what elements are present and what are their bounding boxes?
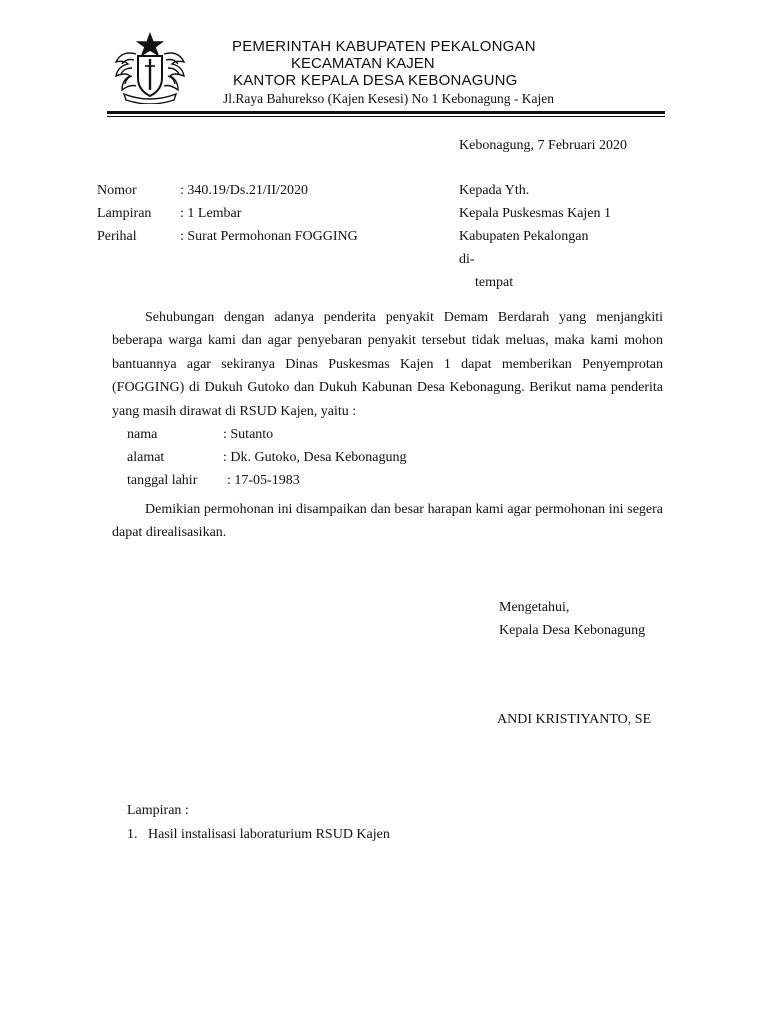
patient-alamat-label: alamat <box>127 450 165 465</box>
body-paragraph-1 <box>112 306 663 423</box>
attachment-item-1: 1. Hasil instalisasi laboraturium RSUD Kajen <box>127 827 390 842</box>
nomor-value: : 340.19/Ds.21/II/2020 <box>180 183 308 198</box>
letterhead-divider-thin <box>107 116 665 117</box>
patient-nama-label: nama <box>127 427 158 442</box>
letterhead-line-3: KANTOR KEPALA DESA KEBONAGUNG <box>233 72 518 89</box>
lampiran-label: Lampiran <box>97 206 152 221</box>
letterhead-divider-thick <box>107 111 665 114</box>
body-paragraph-2 <box>112 498 663 545</box>
patient-tgl-value: : 17-05-1983 <box>227 473 300 488</box>
place-date: Kebonagung, 7 Februari 2020 <box>459 138 627 153</box>
regency-emblem-logo <box>112 32 188 104</box>
patient-alamat-value: : Dk. Gutoko, Desa Kebonagung <box>223 450 407 465</box>
signature-name: ANDI KRISTIYANTO, SE <box>497 712 652 727</box>
recipient-line-1: Kepada Yth. <box>459 183 530 198</box>
paragraph-2-text: Demikian permohonan ini disampaikan dan besar harapan kami agar permohonan ini segera dapat direalisasikan. <box>112 502 663 541</box>
paragraph-1-text: Sehubungan dengan adanya penderita penyakit Demam Berdarah yang menjangkiti beberapa warga kami dan agar penyebaran penyakit tersebut tidak meluas, maka kami mohon bantuannya agar sekiranya Dinas Puskesmas Kajen 1 dapat memberikan Penyemprotan (FOGGING) di Dukuh Gutoko dan Dukuh Kabunan Desa Kebonagung. Berikut nama penderita yang masih dirawat di RSUD Kajen, yaitu : <box>112 310 663 419</box>
lampiran-value: : 1 Lembar <box>180 206 242 221</box>
recipient-line-4: di- <box>459 252 475 267</box>
letterhead-line-1: PEMERINTAH KABUPATEN PEKALONGAN <box>232 38 536 55</box>
letterhead-address: Jl.Raya Bahurekso (Kajen Kesesi) No 1 Kebonagung - Kajen <box>223 91 555 106</box>
perihal-label: Perihal <box>97 229 137 244</box>
patient-tgl-label: tanggal lahir <box>127 473 198 488</box>
attachments-title: Lampiran : <box>127 803 189 818</box>
recipient-line-5: tempat <box>475 275 514 290</box>
perihal-value: : Surat Permohonan FOGGING <box>180 229 358 244</box>
signature-line-1: Mengetahui, <box>499 600 570 615</box>
recipient-line-3: Kabupaten Pekalongan <box>459 229 589 244</box>
signature-line-2: Kepala Desa Kebonagung <box>499 623 646 638</box>
patient-nama-value: : Sutanto <box>223 427 274 442</box>
nomor-label: Nomor <box>97 183 137 198</box>
recipient-line-2: Kepala Puskesmas Kajen 1 <box>459 206 612 221</box>
letterhead-line-2: KECAMATAN KAJEN <box>291 55 435 72</box>
